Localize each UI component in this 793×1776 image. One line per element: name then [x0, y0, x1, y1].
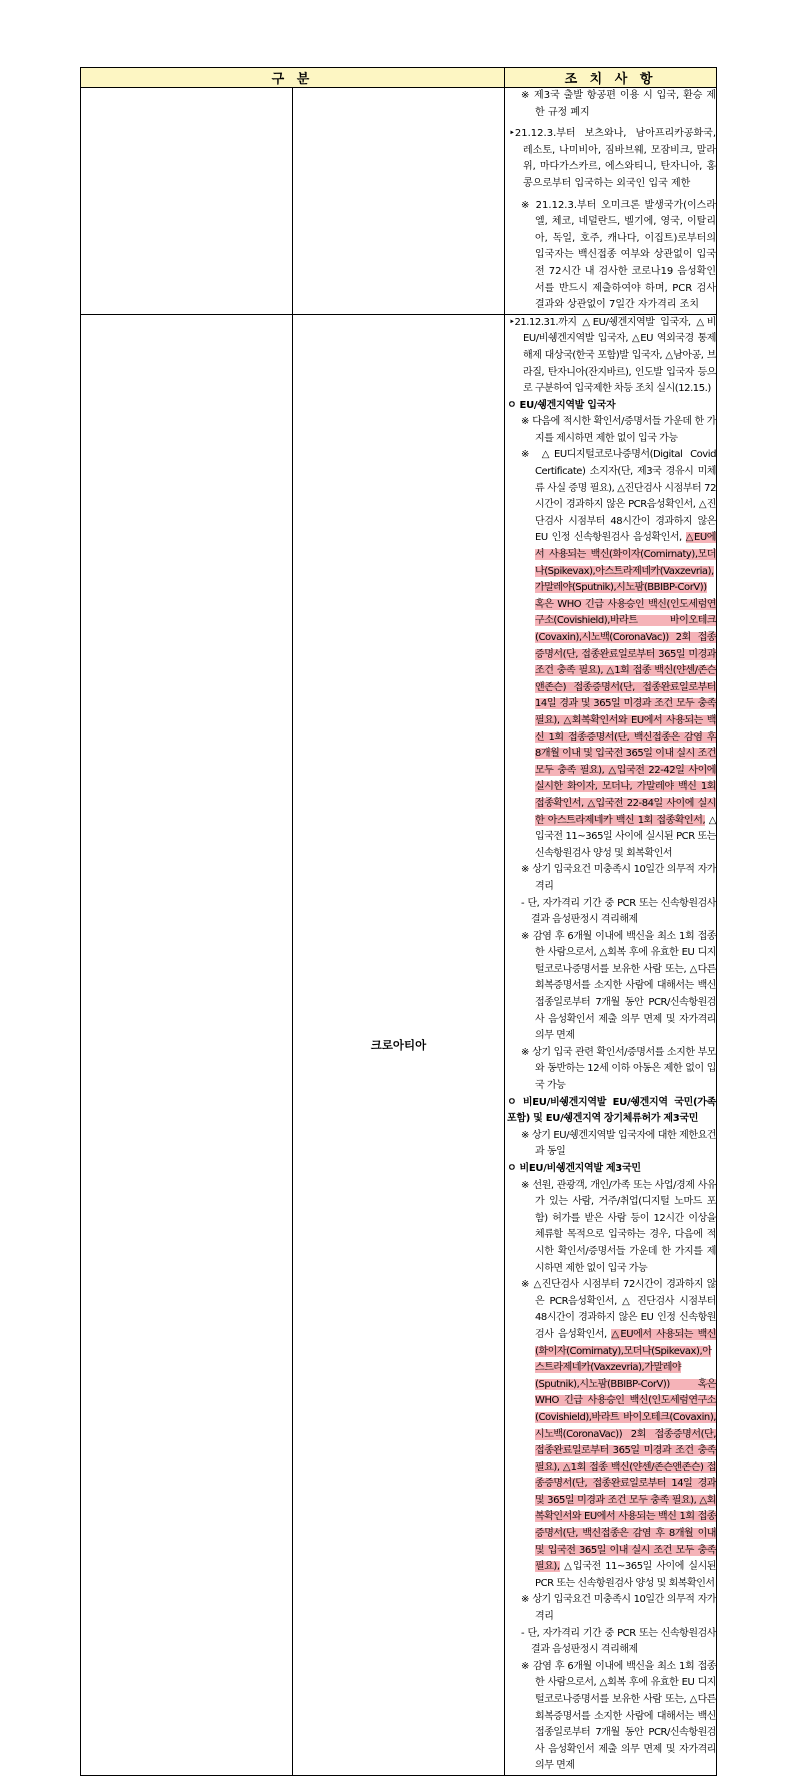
heading-eu-schengen: ㅇ EU/쉥겐지역발 입국자	[507, 399, 616, 411]
heading-non-eu-eu-citizens: ㅇ 비EU/비쉥겐지역발 EU/쉥겐지역 국민(가족 포함) 및 EU/쉥겐지역 장기체류허가 제3국민	[507, 1096, 716, 1125]
measures-cell-croatia	[505, 314, 717, 1775]
eu-note-1: ※ 다음에 적시한 확인서/증명서들 가운데 한 가지를 제시하면 제한 없이 입국 가능	[521, 416, 716, 444]
empty-cell	[293, 88, 505, 315]
table-row-top	[81, 88, 717, 315]
third-note-2	[505, 1277, 716, 1592]
eu-note-2-highlight: △EU에서 사용되는 백신(화이자(Comirnaty),모더나(Spikevax),아스트라제네카(Vaxzevria),가말레야(Sputnik),시노팜(BBIBP-CorV)) 혹은 WHO 긴급 사용승인 백신(인도세럼연구소(Covishield),바라트 바이오테크(Covaxin),시노백(CoronaVac)) 2회 접종증명서(단, 접종완료일로부터 365일 미경과 조건 충족 필요), △1회 접종 백신(얀센/존슨앤존슨) 접종증명서(단, 접종완료일로부터 14일 경과 및 365일 미경과 조건 모두 충족 필요), △회복확인서와 EU에서 사용되는 백신 1회 접종증명서(단, 백신접종은 감염 후 8개월 이내 및 입국전 365일 이내 실시 조건 모두 충족 필요), △입국전 22-42일 사이에 실시한 화이자, 모더나, 가말레야 백신 1회 접종확인서, △입국전 22-84일 사이에 실시한 아스트라제네카 백신 1회 접종확인서,	[535, 532, 716, 826]
measures-table	[80, 67, 717, 1776]
non-eu-eu-note: ※ 상기 EU/쉥겐지역발 입국자에 대한 제한요건과 동일	[521, 1129, 716, 1158]
third-note-3-sub: - 단, 자가격리 기간 중 PCR 또는 신속항원검사 결과 음성판정시 격리해제	[521, 1627, 716, 1656]
intro-bullet: ‣21.12.31.까지 △EU/쉥겐지역발 입국자, △비EU/비쉥겐지역발 입국자, △EU 역외국경 통제 해제 대상국(한국 포함)발 입국자, △남아공, 브라질, 탄자니아(잔지바르), 인도발 입국자 등으로 구분하여 입국제한 차등 조치 실시(12.15.)	[509, 316, 716, 395]
table-row-croatia	[81, 314, 717, 1775]
note-omicron-countries: ※ 21.12.3.부터 오미크론 발생국가(이스라엘, 체코, 네덜란드, 벨기에, 영국, 이탈리아, 독일, 호주, 캐나다, 이집트)로부터의 입국자는 백신접종 여부와 상관없이 입국전 72시간 내 검사한 코로나19 음성확인서를 반드시 제출하여야 하며, PCR 검사결과와 상관없이 7일간 자가격리 조치	[521, 199, 716, 311]
third-note-4: ※ 감염 후 6개월 이내에 백신을 최소 1회 접종한 사람으로서, △회복 후에 유효한 EU 디지털코로나증명서를 보유한 사람 또는, △다른 회복증명서를 소지한 사람에 대해서는 백신접종일로부터 7개월 동안 PCR/신속항원검사 음성확인서 제출 의무 면제 및 자가격리 의무 면제	[521, 1660, 716, 1772]
header-measures: 조 치 사 항	[505, 68, 717, 88]
eu-note-2	[505, 447, 716, 862]
eu-note-2-tail: △입국전 11~365일 사이에 실시된 PCR 또는 신속항원검사 양성 및 회복확인서	[535, 814, 716, 859]
third-note-1: ※ 선원, 관광객, 개인/가족 또는 사업/경제 사유가 있는 사람, 거주/취업(디지털 노마드 포함) 허가를 받은 사람 등이 12시간 이상을 체류할 목적으로 입국하는 경우, 다음에 적시한 확인서/증명서들 가운데 한 가지를 제시하면 제한 없이 입국 가능	[521, 1179, 716, 1274]
note-third-country-flights: ※ 제3국 출발 항공편 이용 시 입국, 환승 제한 규정 폐지	[521, 90, 716, 118]
country-name: 크로아티아	[293, 314, 505, 1775]
eu-note-3: ※ 상기 입국요건 미충족시 10일간 의무적 자가격리	[521, 864, 716, 892]
third-note-3: ※ 상기 입국요건 미충족시 10일간 의무적 자가격리	[521, 1594, 716, 1623]
third-note-2-tail: △입국전 11~365일 사이에 실시된 PCR 또는 신속항원검사 양성 및 회복확인서	[535, 1561, 716, 1589]
empty-cell	[81, 314, 293, 1775]
eu-note-2-text: ※ △EU디지털코로나증명서(Digital Covid Certificate) 소지자(단, 제3국 경유시 미체류 사실 증명 필요), △진단검사 시점부터 72시간이 경과하지 않은 PCR음성확인서, △진단검사 시점부터 48시간이 경과하지 않은 EU 인정 신속항원검사 음성확인서,	[521, 449, 716, 544]
third-note-2-text: ※ △진단검사 시점부터 72시간이 경과하지 않은 PCR음성확인서, △ 진단검사 시점부터 48시간이 경과하지 않은 EU 인정 신속항원검사 음성확인서,	[521, 1279, 716, 1340]
table-header-row	[81, 68, 717, 88]
heading-non-eu-third-country: ㅇ 비EU/비쉥겐지역발 제3국민	[507, 1163, 641, 1174]
bullet-africa-entry-ban: ‣21.12.3.부터 보츠와나, 남아프리카공화국, 레소토, 나미비아, 짐바브웨, 모잠비크, 말라위, 마다가스카르, 에스와티니, 탄자니아, 홍콩으로부터 입국하는 외국인 입국 제한	[509, 128, 716, 189]
third-note-2-highlight: △EU에서 사용되는 백신(화이자(Comirnaty),모더나(Spikevax),아스트라제네카(Vaxzevria),가말레야(Sputnik),시노팜(BBIBP-CorV)) 혹은 WHO 긴급 사용승인 백신(인도세럼연구소(Covishield),바라트 바이오테크(Covaxin),시노백(CoronaVac)) 2회 접종증명서(단, 접종완료일로부터 365일 미경과 조건 충족 필요), △1회 접종 백신(얀센/존슨앤존슨) 접종증명서(단, 접종완료일로부터 14일 경과 및 365일 미경과 조건 모두 충족 필요), △회복확인서와 EU에서 사용되는 백신 1회 접종증명서(단, 백신접종은 감염 후 8개월 이내 및 입국전 365일 이내 실시 조건 모두 충족 필요),	[535, 1328, 716, 1573]
empty-cell	[81, 88, 293, 315]
eu-note-3-sub: - 단, 자가격리 기간 중 PCR 또는 신속항원검사 결과 음성판정시 격리해제	[521, 897, 716, 926]
header-category: 구 분	[81, 68, 505, 88]
eu-note-4: ※ 감염 후 6개월 이내에 백신을 최소 1회 접종한 사람으로서, △회복 후에 유효한 EU 디지털코로나증명서를 보유한 사람 또는, △다른 회복증명서를 소지한 사람에 대해서는 백신접종일로부터 7개월 동안 PCR/신속항원검사 음성확인서 제출 의무 면제 및 자가격리 의무 면제	[521, 930, 716, 1042]
eu-note-5: ※ 상기 입국 관련 확인서/증명서를 소지한 부모와 동반하는 12세 이하 아동은 제한 없이 입국 가능	[521, 1046, 716, 1092]
measures-cell-top	[505, 88, 717, 315]
